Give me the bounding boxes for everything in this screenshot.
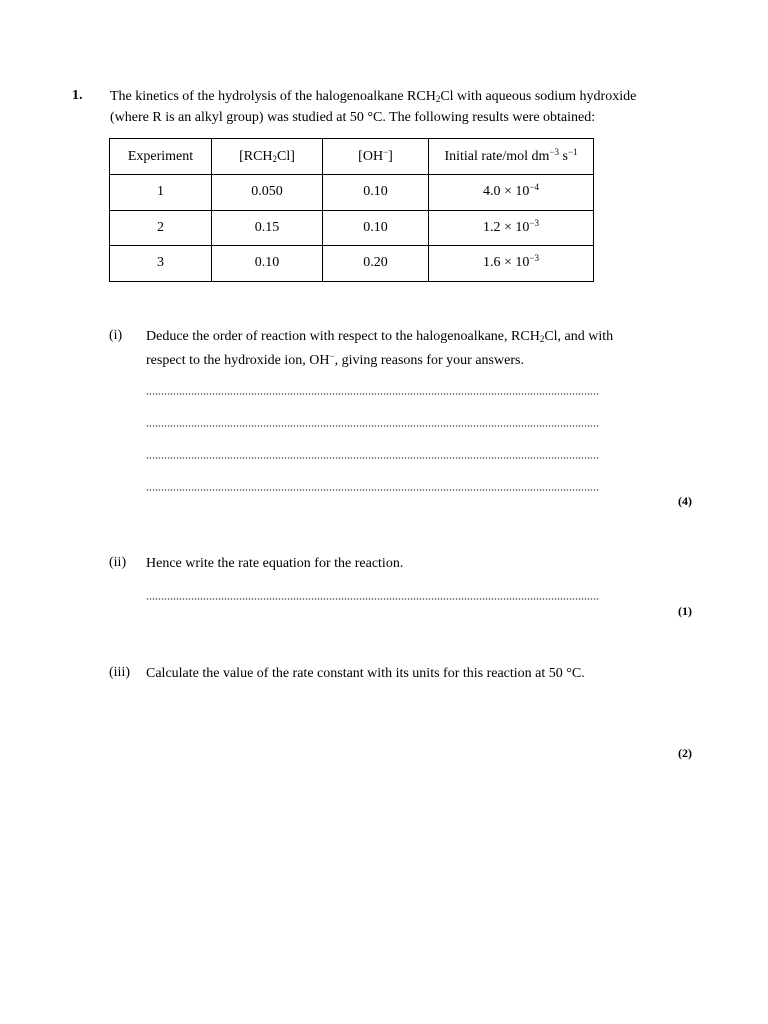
question-intro — [110, 88, 670, 127]
cell-rate: $1.6 \times 10^{-3}$ — [429, 246, 594, 282]
part-iii-question: Calculate the value of the rate constant with its units for this reaction at 50 °C. — [146, 666, 585, 681]
cell-experiment: 2 — [110, 210, 212, 246]
part-iii-label: (iii) — [109, 665, 130, 680]
header-rch2cl: $[RCH_2Cl]$ — [212, 139, 323, 175]
intro-subscript: 2 — [435, 94, 441, 104]
intro-text: Cl with aqueous sodium hydroxide — [440, 89, 637, 104]
kinetics-table — [109, 138, 594, 282]
question-number: 1. — [72, 88, 83, 103]
intro-line-2: (where R is an alkyl group) was studied at 50 °C. The following results were obtained: — [110, 109, 596, 125]
cell-rch2cl: 0.15 — [212, 210, 323, 246]
cell-rate: $4.0 \times 10^{-4}$ — [429, 175, 594, 211]
part-iii-marks: (2) — [678, 746, 692, 760]
answer-line-i-4[interactable] — [146, 489, 600, 491]
cell-experiment: 1 — [110, 175, 212, 211]
answer-line-ii-1[interactable] — [146, 598, 600, 600]
cell-oh: 0.10 — [323, 175, 429, 211]
part-ii-question: Hence write the rate equation for the reaction. — [146, 556, 404, 571]
table-header-row — [110, 139, 594, 175]
part-i-label: (i) — [109, 328, 123, 343]
table-row — [110, 210, 594, 246]
cell-experiment: 3 — [110, 246, 212, 282]
part-ii-label: (ii) — [109, 555, 127, 570]
part-ii-marks: (1) — [678, 604, 692, 618]
cell-rch2cl: 0.10 — [212, 246, 323, 282]
table-row — [110, 175, 594, 211]
answer-line-i-3[interactable] — [146, 457, 600, 459]
intro-line-1 — [110, 88, 670, 109]
part-i-marks: (4) — [678, 494, 692, 508]
cell-oh: 0.20 — [323, 246, 429, 282]
header-experiment: Experiment — [110, 139, 212, 175]
part-i-line-1: Deduce the order of reaction with respect to the halogenoalkane, $RCH_2Cl$, and with — [146, 329, 614, 344]
table-row — [110, 246, 594, 282]
part-i-question — [146, 326, 666, 371]
header-oh: [OH−] — [323, 139, 429, 175]
answer-line-i-2[interactable] — [146, 425, 600, 427]
answer-line-i-1[interactable] — [146, 393, 600, 395]
part-i-line-2: respect to the hydroxide ion, OH−, giving reasons for your answers. — [146, 351, 524, 368]
header-initial-rate: Initial rate/mol $dm^{-3}$ $s^{-1}$ — [429, 139, 594, 175]
cell-oh: 0.10 — [323, 210, 429, 246]
cell-rate: $1.2 \times 10^{-3}$ — [429, 210, 594, 246]
cell-rch2cl: 0.050 — [212, 175, 323, 211]
intro-text: The kinetics of the hydrolysis of the halogenoalkane RCH — [110, 89, 436, 104]
